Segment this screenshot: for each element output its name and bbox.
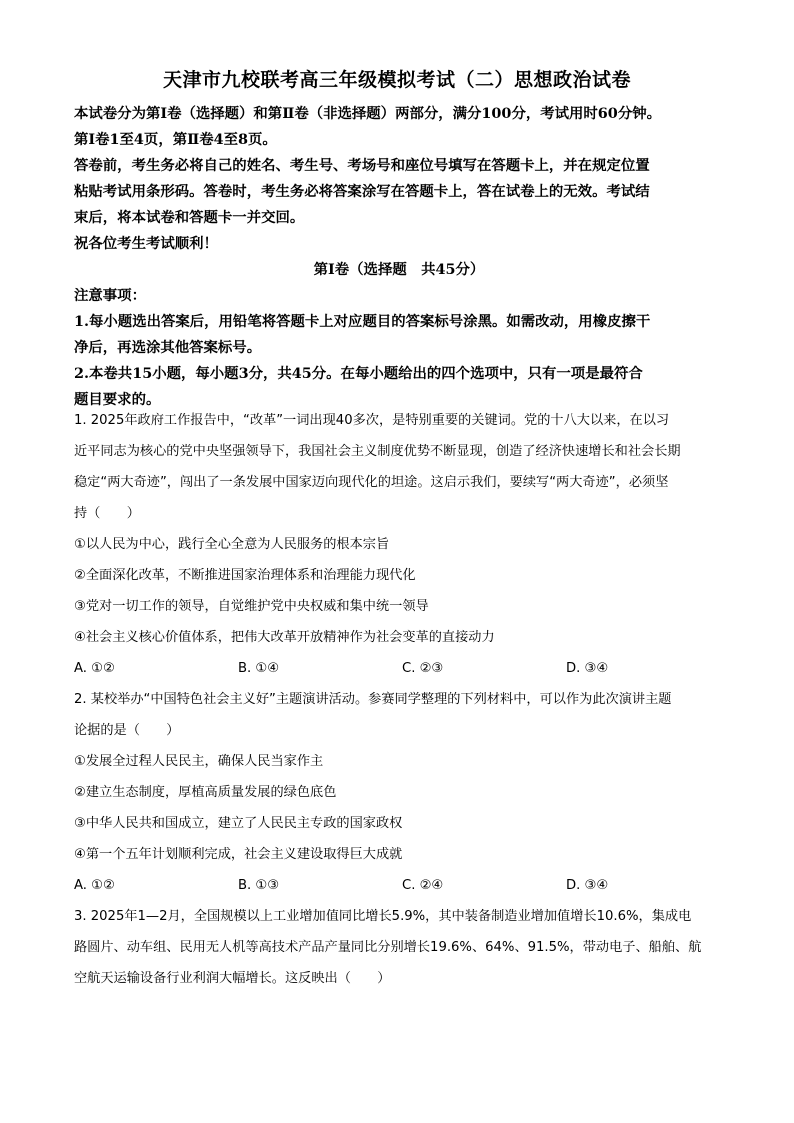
statement-item: ③中华人民共和国成立，建立了人民民主专政的国家政权 (74, 816, 403, 831)
notice-line: 1.每小题选出答案后，用铅笔将答题卡上对应题目的答案标号涂黑。如需改动，用橡皮擦干 (74, 313, 651, 330)
question-3 (74, 901, 722, 994)
instruction-line: 答卷前，考生务必将自己的姓名、考生号、考场号和座位号填写在答题卡上，并在规定位置 (74, 157, 650, 174)
statement-item: ④社会主义核心价值体系，把伟大改革开放精神作为社会变革的直接动力 (74, 630, 495, 645)
statement-item: ①发展全过程人民民主，确保人民当家作主 (74, 754, 324, 769)
instruction-line: 粘贴考试用条形码。答卷时，考生务必将答案涂写在答题卡上，答在试卷上的无效。考试结 (74, 183, 650, 200)
notice-line: 题目要求的。 (74, 391, 161, 408)
instruction-line: 第Ⅰ卷1至4页，第Ⅱ卷4至8页。 (74, 131, 277, 148)
statement-item: ④第一个五年计划顺利完成，社会主义建设取得巨大成就 (74, 847, 403, 862)
exam-title: 天津市九校联考高三年级模拟考试（二）思想政治试卷 (162, 69, 631, 91)
question-2 (74, 684, 722, 901)
answer-options (74, 653, 722, 684)
answer-options (74, 870, 722, 901)
instruction-line: 本试卷分为第Ⅰ卷（选择题）和第Ⅱ卷（非选择题）两部分，满分100分，考试用时60分钟。 (74, 105, 661, 122)
option-c: C. ②④ (402, 878, 444, 893)
statement-item: ②全面深化改革，不断推进国家治理体系和治理能力现代化 (74, 568, 416, 583)
exam-instructions (74, 101, 724, 413)
instruction-line: 束后，将本试卷和答题卡一并交回。 (74, 209, 305, 226)
question-stem-line: 近平同志为核心的党中央坚强领导下，我国社会主义制度优势不断显现，创造了经济快速增长和社会长期 (74, 444, 681, 459)
option-a: A. ①② (74, 661, 115, 676)
instruction-line: 祝各位考生考试顺利！ (74, 235, 218, 252)
notice-line: 2.本卷共15小题，每小题3分，共45分。在每小题给出的四个选项中，只有一项是最符合 (74, 365, 643, 382)
question-stem-line: 稳定“两大奇迹”，闯出了一条发展中国家迈向现代化的坦途。这启示我们，要续写“两大奇迹”，必须坚 (74, 475, 669, 490)
option-c: C. ②③ (402, 661, 444, 676)
notice-heading: 注意事项： (74, 287, 146, 304)
question-stem-line: 1. 2025年政府工作报告中，“改革”一词出现40多次，是特别重要的关键词。党的十八大以来，在以习 (74, 413, 670, 428)
statement-item: ②建立生态制度，厚植高质量发展的绿色底色 (74, 785, 337, 800)
statement-item: ①以人民为中心，践行全心全意为人民服务的根本宗旨 (74, 537, 390, 552)
question-stem-line: 2. 某校举办“中国特色社会主义好”主题演讲活动。参赛同学整理的下列材料中，可以作为此次演讲主题 (74, 692, 672, 707)
question-1 (74, 405, 722, 684)
question-stem-line: 3. 2025年1—2月，全国规模以上工业增加值同比增长5.9%，其中装备制造业增加值增长10.6%，集成电 (74, 909, 692, 924)
question-stem-line: 持（ ） (74, 506, 140, 521)
option-d: D. ③④ (566, 661, 609, 676)
question-stem-line: 空航天运输设备行业利润大幅增长。这反映出（ ） (74, 971, 391, 986)
question-list (74, 405, 722, 994)
question-stem-line: 路圆片、动车组、民用无人机等高技术产品产量同比分别增长19.6%、64%、91.5%，带动电子、船舶、航 (74, 940, 702, 955)
option-d: D. ③④ (566, 878, 609, 893)
statement-item: ③党对一切工作的领导，自觉维护党中央权威和集中统一领导 (74, 599, 429, 614)
option-b: B. ①③ (238, 878, 280, 893)
section-heading: 第Ⅰ卷（选择题 共45分） (313, 261, 485, 278)
notice-line: 净后，再选涂其他答案标号。 (74, 339, 262, 356)
option-b: B. ①④ (238, 661, 280, 676)
question-stem-line: 论据的是（ ） (74, 723, 180, 738)
option-a: A. ①② (74, 878, 115, 893)
